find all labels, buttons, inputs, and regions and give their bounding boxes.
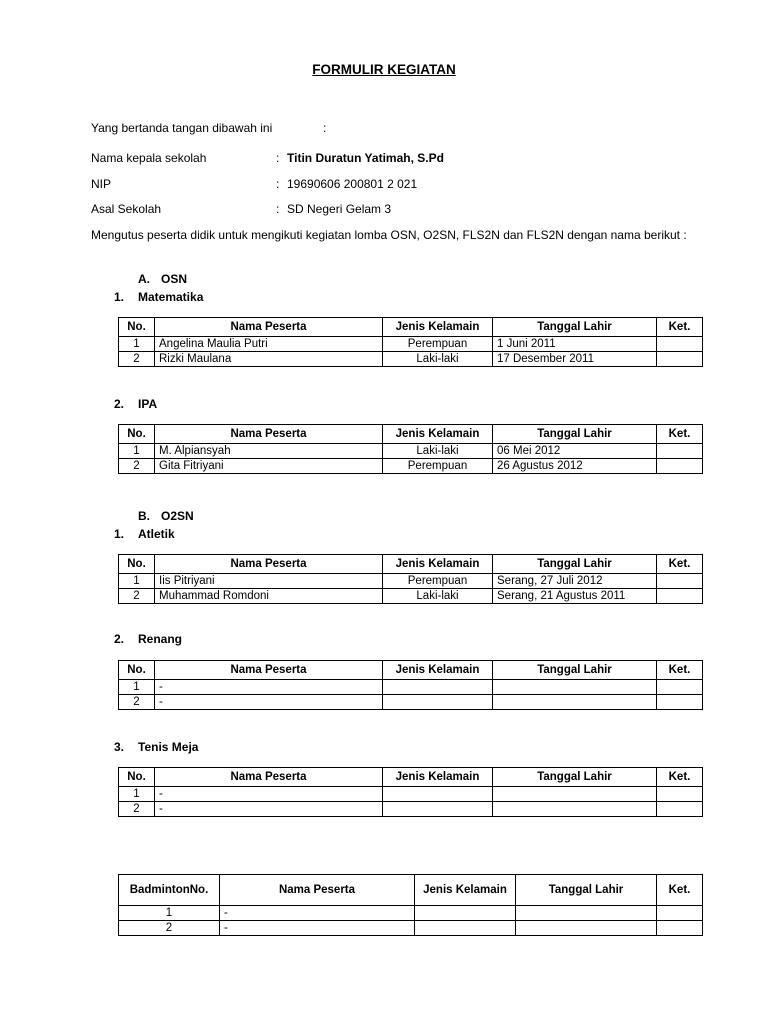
cell-nama: -: [155, 787, 383, 802]
cell-no: 1: [119, 906, 220, 921]
cell-tanggal: [493, 787, 657, 802]
table-header-row: [119, 661, 703, 680]
cell-no: 2: [119, 921, 220, 936]
header-jenis: Jenis Kelamain: [383, 661, 493, 680]
cell-no: 2: [119, 459, 155, 474]
table-tenis-meja: [118, 767, 703, 817]
document-title: FORMULIR KEGIATAN: [312, 62, 456, 77]
field-value-kepala-sekolah: Titin Duratun Yatimah, S.Pd: [287, 151, 444, 165]
cell-no: 1: [119, 787, 155, 802]
table-header-row: [119, 318, 703, 337]
header-ket: Ket.: [657, 768, 703, 787]
header-nama: Nama Peserta: [220, 875, 415, 906]
cell-tanggal: 26 Agustus 2012: [493, 459, 657, 474]
table-row: [119, 802, 703, 817]
header-ket: Ket.: [657, 555, 703, 574]
table-header-row: [119, 875, 703, 906]
table-header-row: [119, 425, 703, 444]
cell-nama: Gita Fitriyani: [155, 459, 383, 474]
table-row: [119, 680, 703, 695]
cell-nama: M. Alpiansyah: [155, 444, 383, 459]
header-nama: Nama Peserta: [155, 425, 383, 444]
cell-jenis: [415, 921, 516, 936]
header-tanggal: Tanggal Lahir: [493, 661, 657, 680]
cell-ket: [657, 444, 703, 459]
cell-nama: Rizki Maulana: [155, 352, 383, 367]
cell-ket: [657, 589, 703, 604]
subsection-matematika-num: 1.: [114, 290, 125, 304]
table-badminton: [118, 874, 703, 936]
cell-jenis: [383, 787, 493, 802]
header-tanggal: Tanggal Lahir: [493, 768, 657, 787]
header-ket: Ket.: [657, 875, 703, 906]
cell-tanggal: Serang, 27 Juli 2012: [493, 574, 657, 589]
cell-jenis: [383, 802, 493, 817]
header-ket: Ket.: [657, 318, 703, 337]
header-jenis: Jenis Kelamain: [383, 555, 493, 574]
cell-nama: -: [155, 680, 383, 695]
table-row: [119, 695, 703, 710]
header-jenis: Jenis Kelamain: [383, 768, 493, 787]
section-a-letter: A.: [138, 272, 150, 286]
header-no: No.: [119, 318, 155, 337]
cell-ket: [657, 921, 703, 936]
cell-nama: Iis Pitriyani: [155, 574, 383, 589]
cell-nama: -: [155, 802, 383, 817]
subsection-renang-num: 2.: [114, 632, 125, 646]
header-no: No.: [119, 661, 155, 680]
header-badminton-no: BadmintonNo.: [119, 875, 220, 906]
subsection-atletik-num: 1.: [114, 527, 125, 541]
cell-no: 2: [119, 802, 155, 817]
field-colon: :: [276, 202, 280, 216]
section-b-letter: B.: [138, 509, 150, 523]
field-value-asal-sekolah: SD Negeri Gelam 3: [287, 202, 392, 216]
table-row: [119, 444, 703, 459]
cell-jenis: [415, 906, 516, 921]
subsection-tenis-num: 3.: [114, 740, 125, 754]
header-nama: Nama Peserta: [155, 318, 383, 337]
cell-tanggal: [493, 802, 657, 817]
cell-nama: -: [220, 906, 415, 921]
cell-jenis: Laki-laki: [383, 352, 493, 367]
cell-tanggal: 17 Desember 2011: [493, 352, 657, 367]
cell-nama: Angelina Maulia Putri: [155, 337, 383, 352]
cell-no: 2: [119, 695, 155, 710]
header-jenis: Jenis Kelamain: [383, 425, 493, 444]
cell-no: 2: [119, 352, 155, 367]
subsection-ipa-name: IPA: [138, 397, 158, 411]
table-header-row: [119, 555, 703, 574]
header-tanggal: Tanggal Lahir: [493, 555, 657, 574]
cell-ket: [657, 337, 703, 352]
header-jenis: Jenis Kelamain: [415, 875, 516, 906]
field-colon: :: [276, 177, 280, 191]
subsection-ipa-num: 2.: [114, 397, 125, 411]
header-nama: Nama Peserta: [155, 661, 383, 680]
cell-tanggal: 1 Juni 2011: [493, 337, 657, 352]
section-a-name: OSN: [161, 272, 188, 286]
cell-tanggal: [516, 906, 657, 921]
intro-label: Yang bertanda tangan dibawah ini: [91, 121, 273, 135]
table-row: [119, 459, 703, 474]
table-row: [119, 352, 703, 367]
cell-tanggal: 06 Mei 2012: [493, 444, 657, 459]
intro-paragraph: Mengutus peserta didik untuk mengikuti kegiatan lomba OSN, O2SN, FLS2N dan FLS2N dengan nama berikut :: [91, 228, 687, 242]
cell-no: 1: [119, 337, 155, 352]
cell-no: 1: [119, 444, 155, 459]
table-row: [119, 574, 703, 589]
header-no: No.: [119, 555, 155, 574]
field-label-kepala-sekolah: Nama kepala sekolah: [91, 151, 207, 165]
cell-jenis: [383, 680, 493, 695]
header-nama: Nama Peserta: [155, 768, 383, 787]
cell-jenis: Laki-laki: [383, 589, 493, 604]
cell-ket: [657, 574, 703, 589]
cell-jenis: Laki-laki: [383, 444, 493, 459]
cell-nama: -: [155, 695, 383, 710]
field-label-asal-sekolah: Asal Sekolah: [91, 202, 162, 216]
intro-colon: :: [323, 121, 327, 135]
cell-ket: [657, 802, 703, 817]
cell-nama: -: [220, 921, 415, 936]
cell-no: 2: [119, 589, 155, 604]
header-ket: Ket.: [657, 425, 703, 444]
table-matematika: [118, 317, 703, 367]
section-b-name: O2SN: [161, 509, 194, 523]
cell-jenis: Perempuan: [383, 459, 493, 474]
cell-jenis: [383, 695, 493, 710]
cell-ket: [657, 906, 703, 921]
cell-ket: [657, 459, 703, 474]
cell-no: 1: [119, 680, 155, 695]
header-ket: Ket.: [657, 661, 703, 680]
cell-jenis: Perempuan: [383, 337, 493, 352]
cell-tanggal: [516, 921, 657, 936]
table-atletik: [118, 554, 703, 604]
header-jenis: Jenis Kelamain: [383, 318, 493, 337]
subsection-matematika-name: Matematika: [138, 290, 204, 304]
table-row: [119, 921, 703, 936]
cell-ket: [657, 787, 703, 802]
field-colon: :: [276, 151, 280, 165]
cell-tanggal: Serang, 21 Agustus 2011: [493, 589, 657, 604]
subsection-tenis-name: Tenis Meja: [138, 740, 199, 754]
cell-tanggal: [493, 695, 657, 710]
cell-jenis: Perempuan: [383, 574, 493, 589]
header-no: No.: [119, 425, 155, 444]
subsection-renang-name: Renang: [138, 632, 183, 646]
table-renang: [118, 660, 703, 710]
cell-ket: [657, 352, 703, 367]
table-header-row: [119, 768, 703, 787]
table-row: [119, 906, 703, 921]
header-tanggal: Tanggal Lahir: [493, 318, 657, 337]
cell-tanggal: [493, 680, 657, 695]
field-label-nip: NIP: [91, 177, 112, 191]
header-tanggal: Tanggal Lahir: [493, 425, 657, 444]
table-ipa: [118, 424, 703, 474]
table-row: [119, 589, 703, 604]
cell-ket: [657, 680, 703, 695]
header-tanggal: Tanggal Lahir: [516, 875, 657, 906]
subsection-atletik-name: Atletik: [138, 527, 175, 541]
field-value-nip: 19690606 200801 2 021: [287, 177, 418, 191]
header-nama: Nama Peserta: [155, 555, 383, 574]
header-no: No.: [119, 768, 155, 787]
cell-nama: Muhammad Romdoni: [155, 589, 383, 604]
cell-no: 1: [119, 574, 155, 589]
table-row: [119, 337, 703, 352]
cell-ket: [657, 695, 703, 710]
table-row: [119, 787, 703, 802]
